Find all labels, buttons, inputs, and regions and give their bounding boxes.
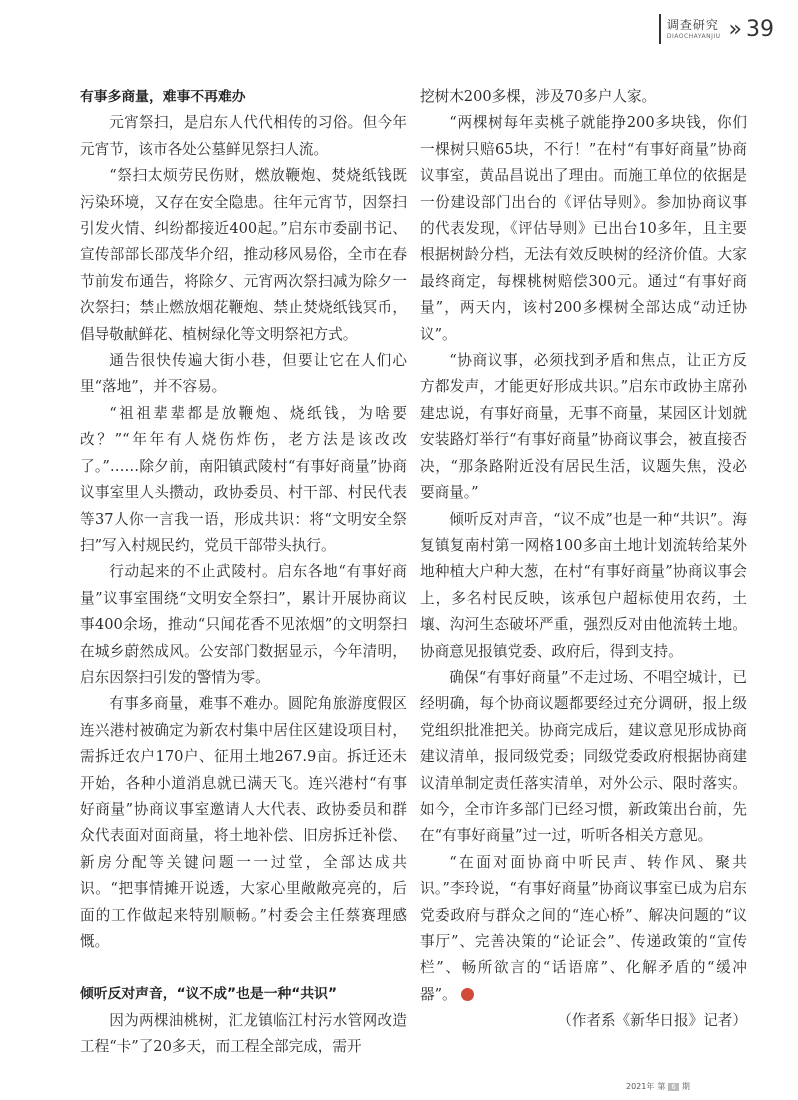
paragraph: 通告很快传遍大街小巷，但要让它在人们心里“落地”，并不容易。	[80, 352, 407, 396]
paragraph: 元宵祭扫，是启东人代代相传的习俗。但今年元宵节，该市各处公墓鲜见祭扫人流。	[80, 114, 407, 158]
header-divider	[659, 14, 661, 44]
double-chevron-icon: »	[728, 16, 742, 42]
paragraph: 倾听反对声音，“议不成”也是一种“共识”。海复镇复南村第一网格100多亩土地计划流转给某外地种植大户种大葱，在村“有事好商量”协商议事会上，多名村民反映，该承包户超标使用农药，土壤、沟河生态破坏严重，强烈反对由他流转土地。协商意见报镇党委、政府后，得到支持。	[420, 510, 747, 660]
paragraph: 确保“有事好商量”不走过场、不唱空城计，已经明确，每个协商议题都要经过充分调研，报上级党组织批准把关。协商完成后，建议意见形成协商建议清单，报同级党委；同级党委政府根据协商建议清单制定责任落实清单，对外公示、限时落实。如今，全市许多部门已经习惯，新政策出台前，先在“有事好商量”过一过，听听各相关方意见。	[420, 668, 747, 845]
page-header	[659, 10, 774, 48]
footer-year: 2021年	[626, 1082, 655, 1091]
footer-issue: 6	[668, 1083, 678, 1091]
section-gap	[80, 955, 407, 981]
subheading-2: 倾听反对声音，“议不成”也是一种“共识”	[80, 986, 338, 1003]
left-column	[80, 84, 407, 1061]
end-mark-icon	[461, 988, 474, 1001]
right-column	[420, 84, 747, 1035]
page-footer	[626, 1081, 690, 1092]
subheading-1: 有事多商量，难事不再难办	[80, 89, 246, 105]
footer-label-qi: 期	[681, 1082, 690, 1091]
section-title: 调查研究	[666, 17, 719, 32]
paragraph: “协商议事，必须找到矛盾和焦点，让正方反方都发声，才能更好形成共识。”启东市政协主席孙建忠说，有事好商量，无事不商量，某园区计划就安装路灯举行“有事好商量”协商议事会，被直接否决，“那条路附近没有居民生活，议题失焦，没必要商量。”	[420, 352, 747, 502]
final-text: “在面对面协商中听民声、转作风、聚共识。”李玲说，“有事好商量”协商议事室已成为启东党委政府与群众之间的“连心桥”、解决问题的“议事厅”、完善决策的“论证会”、传递政策的“宣传栏”、畅所欲言的“话语席”、化解矛盾的“缓冲器”。	[420, 853, 747, 1003]
section-pinyin: DIAOCHAYANJIU	[666, 32, 721, 40]
section-label	[667, 19, 721, 40]
paragraph: 有事多商量，难事不难办。圆陀角旅游度假区连兴港村被确定为新农村集中居住区建设项目村，需拆迁农户170户、征用土地267.9亩。拆迁还未开始，各种小道消息就已满天飞。连兴港村“有事好商量”协商议事室邀请人大代表、政协委员和群众代表面对面商量，将土地补偿、旧房拆迁补偿、新房分配等关键问题一一过堂，全部达成共识。“把事情摊开说透，大家心里敞敞亮亮的，后面的工作做起来特别顺畅。”村委会主任蔡赛理感慨。	[80, 695, 407, 950]
footer-label-di: 第	[657, 1082, 666, 1091]
paragraph: “两棵树每年卖桃子就能挣200多块钱，你们一棵树只赔65块，不行！”在村“有事好商量”协商议事室，黄品昌说出了理由。而施工单位的依据是一份建设部门出台的《评估导则》。参加协商议事的代表发现，《评估导则》已出台10多年，且主要根据树龄分档，无法有效反映树的经济价值。大家最终商定，每棵桃树赔偿300元。通过“有事好商量”，两天内，该村200多棵树全部达成“动迁协议”。	[420, 114, 747, 343]
paragraph: 行动起来的不止武陵村。启东各地“有事好商量”议事室围绕“文明安全祭扫”，累计开展协商议事400余场，推动“只闻花香不见浓烟”的文明祭扫在城乡蔚然成风。公安部门数据显示，今年清明，启东因祭扫引发的警情为零。	[80, 563, 407, 686]
paragraph: “祖祖辈辈都是放鞭炮、烧纸钱，为啥要改？”“年年有人烧伤炸伤，老方法是该改改了。”……除夕前，南阳镇武陵村“有事好商量”协商议事室里人头攒动，政协委员、村干部、村民代表等37人你一言我一语，形成共识：将“文明安全祭扫”写入村规民约，党员干部带头执行。	[80, 404, 407, 554]
paragraph: “祭扫太烦劳民伤财，燃放鞭炮、焚烧纸钱既污染环境，又存在安全隐患。往年元宵节，因祭扫引发火情、纠纷都接近400起。”启东市委副书记、宣传部部长邵茂华介绍，推动移风易俗，全市在春节前发布通告，将除夕、元宵两次祭扫减为除夕一次祭扫；禁止燃放烟花鞭炮、禁止焚烧纸钱冥币，倡导敬献鲜花、植树绿化等文明祭祀方式。	[80, 167, 407, 343]
paragraph-final	[420, 850, 747, 1008]
paragraph: 因为两棵油桃树，汇龙镇临江村污水管网改造工程“卡”了20多天，而工程全部完成，需开	[80, 1011, 407, 1056]
page-number: 39	[746, 16, 774, 42]
paragraph-continued: 挖树木200多棵，涉及70多户人家。	[420, 88, 657, 105]
author-byline: （作者系《新华日报》记者）	[557, 1012, 747, 1030]
